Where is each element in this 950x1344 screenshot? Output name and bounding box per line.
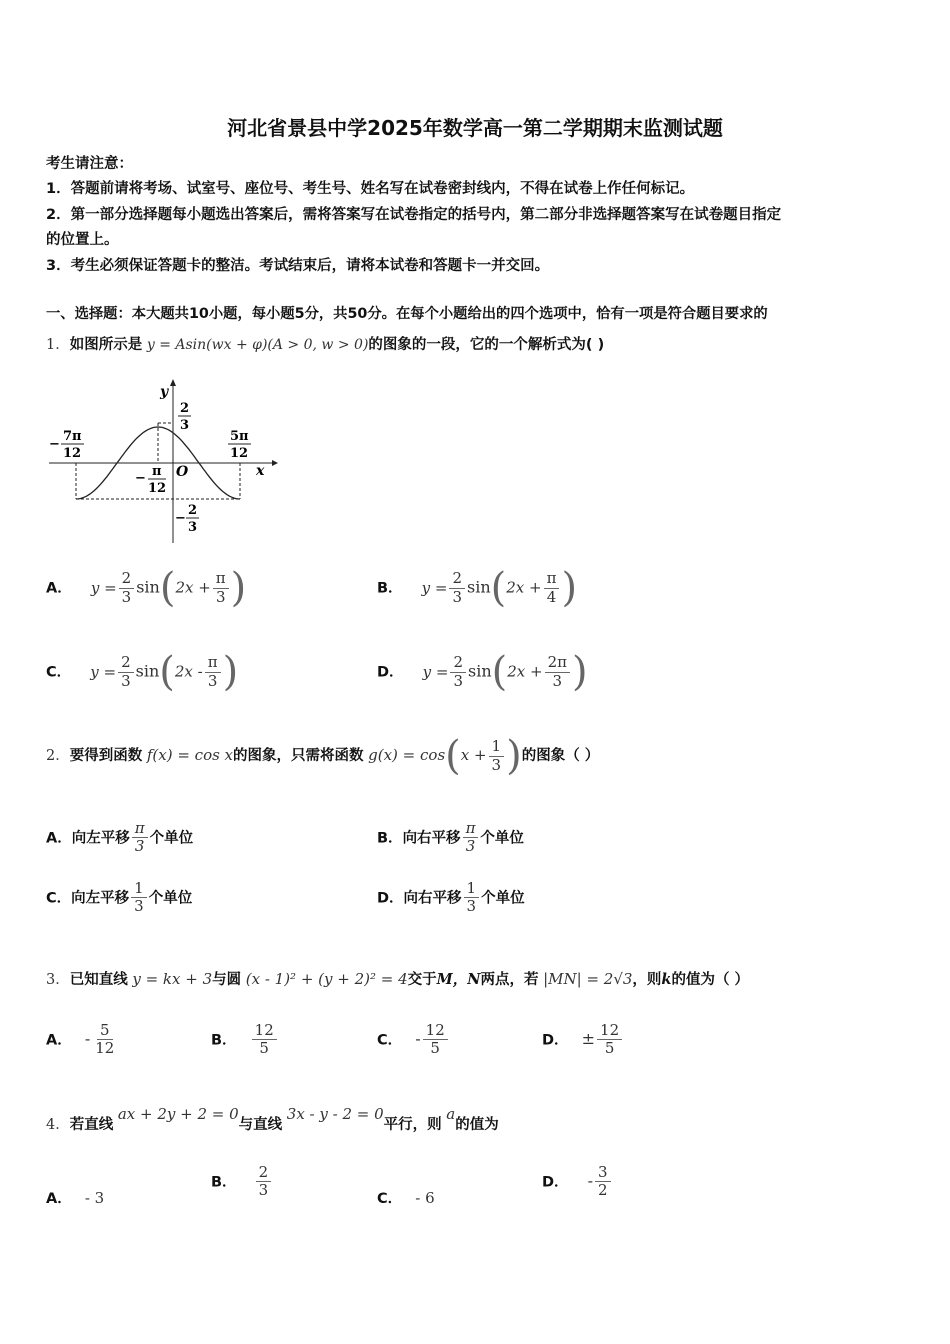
q1-sine-graph: [44, 378, 279, 548]
mid-tick-sign: −: [135, 471, 146, 486]
left-tick-den: 12: [63, 446, 82, 461]
mid-tick-num: π: [152, 464, 162, 479]
bottom-label-den: 3: [188, 520, 198, 535]
question-1: 1．如图所示是 y = Asin(wx + φ)(A > 0, w > 0)的图象的一段，它的一个解析式为( ): [46, 337, 605, 353]
q1-option-a[interactable]: A． y = $\frac{2}{3}$ sin(2x + $\frac{\pi}{3}$ ): [46, 565, 247, 611]
question-2: 2．要得到函数 f(x) = cos x的图象，只需将函数 g(x) = cos(x + $\frac{1}{3}$ )的图象（ ）: [46, 733, 600, 779]
notice-heading: 考生请注意：: [46, 156, 133, 172]
top-label-num: 2: [180, 401, 190, 416]
q2-option-b[interactable]: B．向右平移 $\frac{\pi}{3}$ 个单位: [377, 819, 524, 856]
x-label: x: [256, 463, 265, 479]
left-tick-sign: −: [49, 437, 60, 452]
notice-item-2: 2．第一部分选择题每小题选出答案后，需将答案写在试卷指定的括号内，第二部分非选择题答案写在试卷题目指定: [46, 207, 782, 223]
q1-option-d[interactable]: D． y = $\frac{2}{3}$ sin(2x + $\frac{2\pi}{3}$ ): [377, 649, 588, 695]
q3-option-d[interactable]: D． ± $\frac{12}{5}$: [542, 1022, 624, 1058]
right-tick-den: 12: [230, 446, 249, 461]
q4-option-c[interactable]: C． - 6: [377, 1189, 435, 1207]
q3-option-b[interactable]: B． $\frac{12}{5}$: [211, 1022, 279, 1058]
page-title: 河北省景县中学2025年数学高一第二学期期末监测试题: [227, 116, 723, 140]
question-4: 4．若直线 ax + 2y + 2 = 0与直线 3x - y - 2 = 0平行，则 a的值为: [46, 1105, 499, 1133]
q4-option-d[interactable]: D． - $\frac{3}{2}$: [542, 1164, 613, 1200]
notice-item-3: 3．考生必须保证答题卡的整洁。考试结束后，请将本试卷和答题卡一并交回。: [46, 258, 550, 274]
q1-option-c[interactable]: C． y = $\frac{2}{3}$ sin(2x - $\frac{\pi}{3}$ ): [46, 649, 239, 695]
left-tick-num: 7π: [63, 429, 82, 444]
right-tick-num: 5π: [230, 429, 249, 444]
q3-option-a[interactable]: A． - $\frac{5}{12}$: [46, 1021, 115, 1058]
section-heading: 一、选择题：本大题共10小题，每小题5分，共50分。在每个小题给出的四个选项中，恰有一项是符合题目要求的: [46, 306, 768, 322]
q2-option-d[interactable]: D．向右平移 $\frac{1}{3}$ 个单位: [377, 879, 525, 916]
bottom-label-sign: −: [175, 511, 186, 526]
notice-item-2-cont: 的位置上。: [46, 232, 119, 248]
q3-option-c[interactable]: C． - $\frac{12}{5}$: [377, 1022, 450, 1058]
q2-option-c[interactable]: C．向左平移 $\frac{1}{3}$ 个单位: [46, 879, 193, 916]
q4-option-b[interactable]: B． $\frac{2}{3}$: [211, 1164, 273, 1200]
origin-label: O: [176, 464, 189, 480]
q1-option-b[interactable]: B． y = $\frac{2}{3}$ sin(2x + $\frac{\pi}{4}$ ): [377, 565, 578, 611]
q4-option-a[interactable]: A． - 3: [46, 1189, 105, 1207]
notice-item-1: 1．答题前请将考场、试室号、座位号、考生号、姓名写在试卷密封线内，不得在试卷上作任何标记。: [46, 181, 695, 197]
q2-option-a[interactable]: A．向左平移 $\frac{\pi}{3}$ 个单位: [46, 819, 194, 856]
q1-formula: y = Asin(wx + φ)(A > 0, w > 0): [146, 337, 369, 353]
mid-tick-den: 12: [148, 481, 167, 496]
y-axis-arrow: [170, 379, 176, 386]
x-axis-arrow: [272, 460, 278, 466]
top-label-den: 3: [180, 418, 190, 433]
y-label: y: [160, 384, 169, 400]
bottom-label-num: 2: [188, 503, 198, 518]
question-3: 3．已知直线 y = kx + 3与圆 (x - 1)² + (y + 2)² = 4交于M，N两点，若 |MN| = 2√3，则k的值为（ ）: [46, 970, 750, 988]
